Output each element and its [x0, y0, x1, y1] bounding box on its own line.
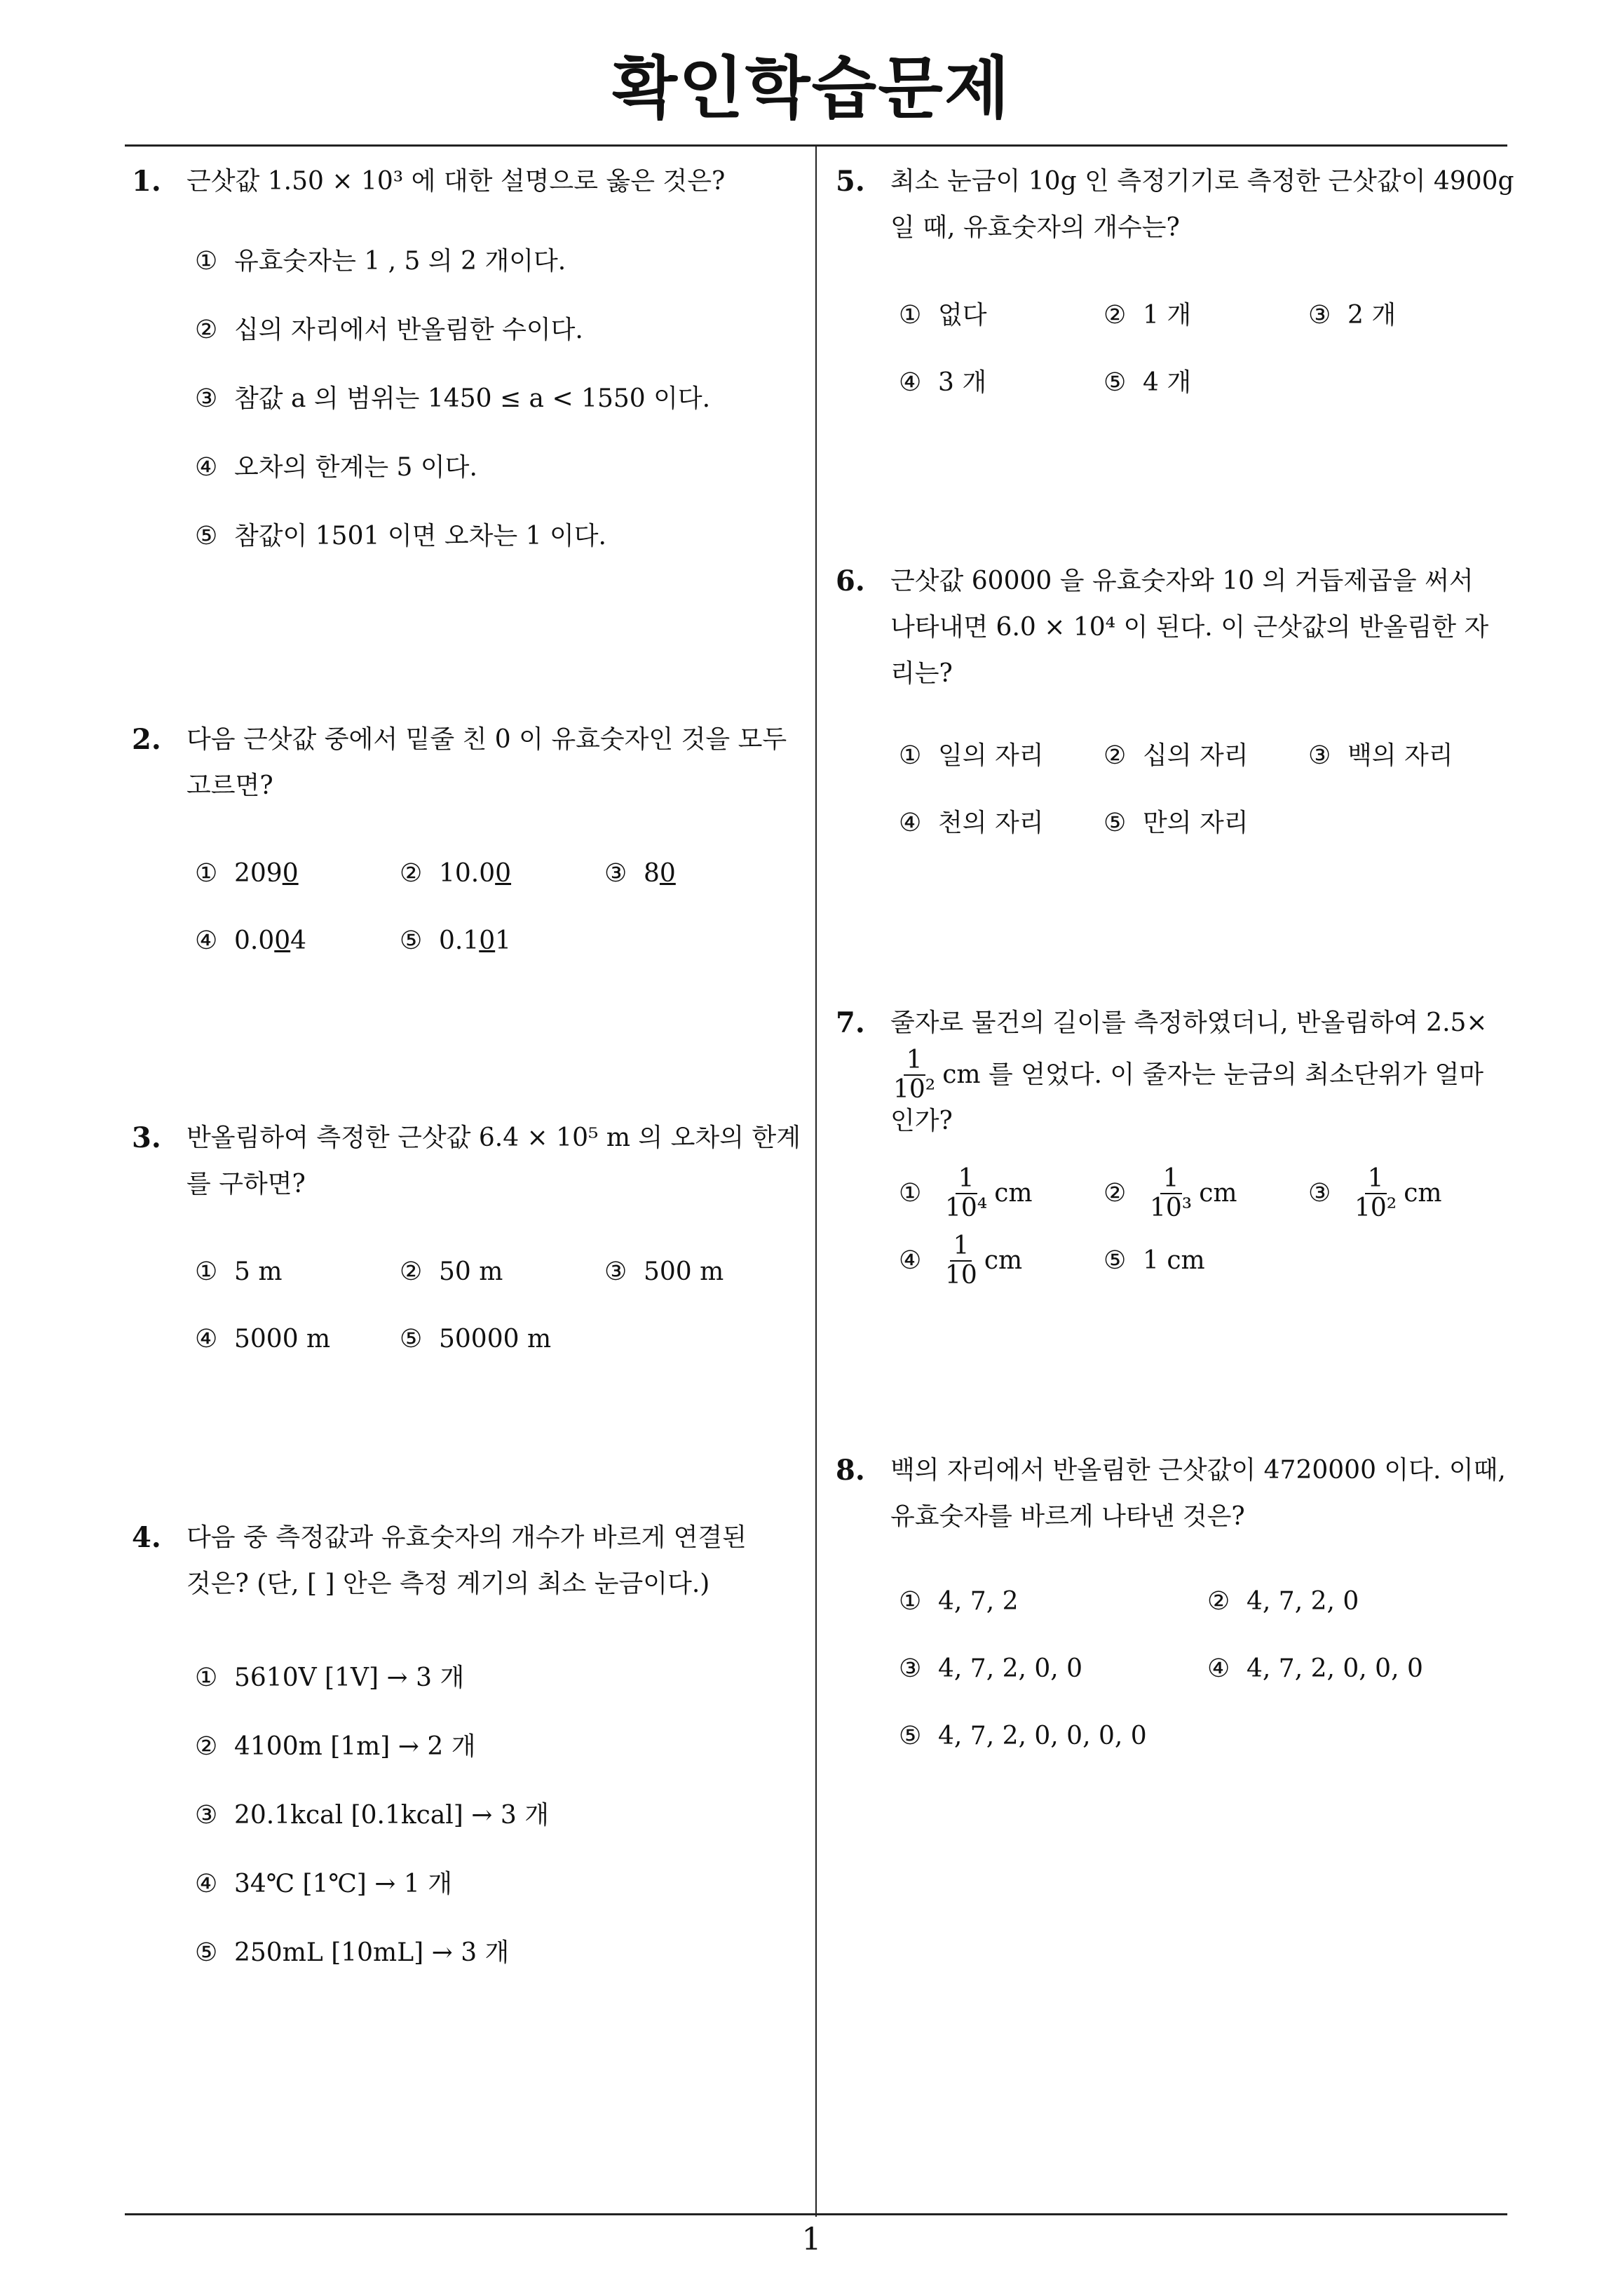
question-number: 2.	[132, 723, 161, 756]
option-5[interactable]	[899, 1713, 1147, 1760]
option-pre: 10.0	[439, 859, 496, 888]
option-row[interactable]	[195, 365, 805, 433]
option-mark: ①	[195, 859, 218, 888]
option-1[interactable]	[899, 1579, 1207, 1625]
option-mark: ⑤	[1103, 809, 1127, 837]
option-1[interactable]	[899, 733, 1103, 779]
option-text: 50000 m	[439, 1325, 552, 1353]
option-text: 4, 7, 2, 0, 0, 0	[1247, 1654, 1423, 1683]
fraction-numerator: 1	[904, 1046, 925, 1076]
option-text: 4, 7, 2, 0	[1247, 1587, 1359, 1616]
question-text: 것은? (단, [ ] 안은 측정 계기의 최소 눈금이다.)	[186, 1569, 710, 1598]
option-mark: ①	[195, 1257, 218, 1286]
option-mark: ⑤	[195, 522, 218, 551]
option-text: 십의 자리	[1143, 741, 1249, 770]
option-5[interactable]	[1103, 1238, 1205, 1284]
option-text: 오차의 한계는 5 이다.	[234, 453, 477, 482]
option-5[interactable]	[400, 918, 511, 964]
option-3[interactable]	[604, 1249, 724, 1295]
question-5	[836, 158, 1516, 417]
option-text: 없다	[938, 301, 987, 330]
option-3[interactable]	[604, 851, 676, 897]
option-4[interactable]	[899, 360, 1103, 406]
option-unit: cm	[984, 1246, 1023, 1275]
fraction	[890, 1046, 938, 1104]
option-4[interactable]	[195, 918, 400, 964]
fraction-denominator: 10	[945, 1261, 977, 1290]
fraction	[1352, 1165, 1399, 1222]
option-text: 유효숫자는 1 , 5 의 2 개이다.	[234, 247, 566, 276]
option-mark: ③	[1308, 741, 1331, 770]
option-mark: ④	[195, 1325, 218, 1353]
option-2[interactable]	[1103, 292, 1308, 339]
option-mark: ③	[899, 1654, 922, 1683]
fraction-denominator: 10³	[1150, 1194, 1193, 1222]
option-text: 1 개	[1143, 301, 1192, 330]
option-text: 4 개	[1143, 368, 1192, 397]
option-5[interactable]	[1103, 800, 1249, 846]
option-text: 1 cm	[1143, 1246, 1205, 1275]
option-mark: ②	[1207, 1587, 1230, 1616]
question-text: 고르면?	[186, 771, 273, 800]
option-text: 일의 자리	[938, 741, 1044, 770]
option-text: 천의 자리	[938, 809, 1044, 837]
option-mark: ⑤	[400, 1325, 423, 1353]
question-text: 최소 눈금이 10g 인 측정기기로 측정한 근삿값이 4900g	[890, 167, 1514, 196]
option-row[interactable]	[195, 1781, 805, 1850]
option-4[interactable]	[899, 1232, 1103, 1290]
option-row[interactable]	[195, 296, 805, 365]
option-text: 50 m	[439, 1257, 503, 1286]
option-text: 참값 a 의 범위는 1450 ≤ a < 1550 이다.	[234, 384, 711, 413]
option-mark: ④	[195, 926, 218, 955]
option-mark: ②	[195, 316, 218, 344]
option-text: 5 m	[234, 1257, 283, 1286]
question-text: 백의 자리에서 반올림한 근삿값이 4720000 이다. 이때,	[890, 1456, 1506, 1485]
question-number: 4.	[132, 1521, 161, 1554]
option-text: 4, 7, 2, 0, 0	[938, 1654, 1083, 1683]
option-2[interactable]	[1103, 733, 1308, 779]
option-post: 4	[290, 926, 307, 955]
option-mark: ⑤	[400, 926, 423, 955]
page-number: 1	[801, 2222, 822, 2257]
option-mark: ③	[195, 384, 218, 413]
option-mark: ③	[604, 1257, 627, 1286]
option-text: 250mL [10mL] → 3 개	[234, 1938, 510, 1967]
column-divider	[815, 144, 817, 2217]
fraction-denominator: 10⁴	[945, 1194, 988, 1222]
question-number: 6.	[836, 565, 865, 597]
option-text: 5000 m	[234, 1325, 331, 1353]
option-mark: ⑤	[195, 1938, 218, 1967]
question-2	[132, 717, 805, 975]
option-row[interactable]	[195, 1644, 805, 1713]
option-mark: ②	[195, 1732, 218, 1761]
option-pre: 0.0	[234, 926, 275, 955]
option-mark: ②	[1103, 1179, 1127, 1208]
option-mark: ④	[899, 809, 922, 837]
option-mark: ⑤	[1103, 1246, 1127, 1275]
question-8	[836, 1447, 1516, 1770]
option-mark: ④	[899, 368, 922, 397]
option-text: 20.1kcal [0.1kcal] → 3 개	[234, 1801, 550, 1830]
fraction-numerator: 1	[956, 1165, 977, 1194]
question-text: 일 때, 유효숫자의 개수는?	[890, 213, 1180, 242]
option-2[interactable]	[400, 1249, 604, 1295]
fraction	[942, 1232, 980, 1290]
underlined-zero: 0	[479, 926, 496, 955]
option-mark: ⑤	[899, 1722, 922, 1750]
question-text: 다음 중 측정값과 유효숫자의 개수가 바르게 연결된	[186, 1523, 747, 1552]
option-pre: 8	[644, 859, 660, 888]
question-text: 반올림하여 측정한 근삿값 6.4 × 10⁵ m 의 오차의 한계	[186, 1123, 801, 1152]
option-1[interactable]	[899, 1165, 1103, 1222]
option-mark: ①	[195, 247, 218, 276]
option-mark: ③	[1308, 301, 1331, 330]
option-mark: ②	[1103, 301, 1127, 330]
fraction-numerator: 1	[1365, 1165, 1387, 1194]
option-3[interactable]	[899, 1646, 1207, 1692]
question-text: 인가?	[890, 1107, 953, 1135]
underlined-zero: 0	[495, 859, 512, 888]
option-pre: 209	[234, 859, 283, 888]
option-row[interactable]	[195, 502, 805, 571]
option-text: 4100m [1m] → 2 개	[234, 1732, 476, 1761]
option-5[interactable]	[1103, 360, 1191, 406]
option-4[interactable]	[1207, 1646, 1423, 1692]
question-number: 7.	[836, 1006, 865, 1039]
bottom-rule	[125, 2213, 1507, 2215]
option-2[interactable]	[400, 851, 604, 897]
option-text: 백의 자리	[1347, 741, 1453, 770]
page-title: 확인학습문제	[612, 49, 1011, 128]
option-mark: ①	[899, 301, 922, 330]
option-text: 참값이 1501 이면 오차는 1 이다.	[234, 522, 606, 551]
option-text: 3 개	[938, 368, 987, 397]
option-mark: ④	[899, 1246, 922, 1275]
option-mark: ①	[899, 1587, 922, 1616]
question-text: 유효숫자를 바르게 나타낸 것은?	[890, 1502, 1245, 1531]
question-text: 나타내면 6.0 × 10⁴ 이 된다. 이 근삿값의 반올림한 자	[890, 613, 1489, 642]
option-mark: ③	[1308, 1179, 1331, 1208]
option-1[interactable]	[899, 292, 1103, 339]
option-post: 1	[495, 926, 512, 955]
option-2[interactable]	[1207, 1579, 1359, 1625]
option-mark: ④	[195, 453, 218, 482]
option-text: 만의 자리	[1143, 809, 1249, 837]
option-text: 2 개	[1347, 301, 1397, 330]
option-4[interactable]	[195, 1316, 400, 1363]
fraction-denominator: 10²	[893, 1075, 936, 1104]
fraction	[942, 1165, 990, 1222]
option-text: 500 m	[644, 1257, 724, 1286]
question-number: 5.	[836, 165, 865, 198]
question-text: 근삿값 1.50 × 10³ 에 대한 설명으로 옳은 것은?	[186, 167, 726, 196]
option-row[interactable]	[195, 1919, 805, 1987]
option-row[interactable]	[195, 433, 805, 502]
question-number: 3.	[132, 1121, 161, 1154]
option-mark: ③	[195, 1801, 218, 1830]
option-2[interactable]	[1103, 1165, 1308, 1222]
option-unit: cm	[1199, 1179, 1237, 1208]
option-mark: ④	[1207, 1654, 1230, 1683]
option-pre: 0.1	[439, 926, 480, 955]
question-text: 줄자로 물건의 길이를 측정하였더니, 반올림하여 2.5×	[890, 1008, 1488, 1037]
fraction	[1147, 1165, 1195, 1222]
option-3[interactable]	[1308, 292, 1396, 339]
underlined-zero: 0	[659, 859, 676, 888]
option-mark: ①	[899, 741, 922, 770]
option-mark: ③	[604, 859, 627, 888]
option-4[interactable]	[899, 800, 1103, 846]
question-3	[132, 1115, 805, 1373]
option-mark: ①	[899, 1179, 922, 1208]
option-mark: ②	[400, 1257, 423, 1286]
option-unit: cm	[1404, 1179, 1442, 1208]
option-row[interactable]	[195, 1850, 805, 1919]
fraction-numerator: 1	[1160, 1165, 1182, 1194]
question-text: 리는?	[890, 659, 953, 688]
question-text: 근삿값 60000 을 유효숫자와 10 의 거듭제곱을 써서	[890, 567, 1474, 595]
fraction-numerator: 1	[950, 1232, 972, 1262]
option-row[interactable]	[195, 227, 805, 296]
option-3[interactable]	[1308, 733, 1453, 779]
underlined-zero: 0	[282, 859, 299, 888]
option-text: 십의 자리에서 반올림한 수이다.	[234, 316, 583, 344]
question-number: 8.	[836, 1454, 865, 1487]
option-mark: ④	[195, 1870, 218, 1898]
question-text: 를 구하면?	[186, 1170, 306, 1198]
option-1[interactable]	[195, 851, 400, 897]
option-row[interactable]	[195, 1713, 805, 1781]
question-4	[132, 1515, 805, 1987]
question-number: 1.	[132, 165, 161, 198]
question-text: 다음 근삿값 중에서 밑줄 친 0 이 유효숫자인 것을 모두	[186, 725, 787, 754]
option-text: 5610V [1V] → 3 개	[234, 1663, 465, 1692]
option-mark: ⑤	[1103, 368, 1127, 397]
option-text: 4, 7, 2, 0, 0, 0, 0	[938, 1722, 1147, 1750]
option-5[interactable]	[400, 1316, 551, 1363]
option-mark: ①	[195, 1663, 218, 1692]
question-6	[836, 558, 1516, 857]
underlined-zero: 0	[274, 926, 291, 955]
option-unit: cm	[994, 1179, 1033, 1208]
option-mark: ②	[1103, 741, 1127, 770]
option-3[interactable]	[1308, 1165, 1442, 1222]
option-text: 4, 7, 2	[938, 1587, 1019, 1616]
question-7	[836, 1000, 1516, 1295]
question-1	[132, 158, 805, 571]
option-1[interactable]	[195, 1249, 400, 1295]
option-mark: ②	[400, 859, 423, 888]
question-text: cm 를 얻었다. 이 줄자는 눈금의 최소단위가 얼마	[942, 1060, 1484, 1089]
option-text: 34℃ [1℃] → 1 개	[234, 1870, 452, 1898]
fraction-denominator: 10²	[1354, 1194, 1397, 1222]
